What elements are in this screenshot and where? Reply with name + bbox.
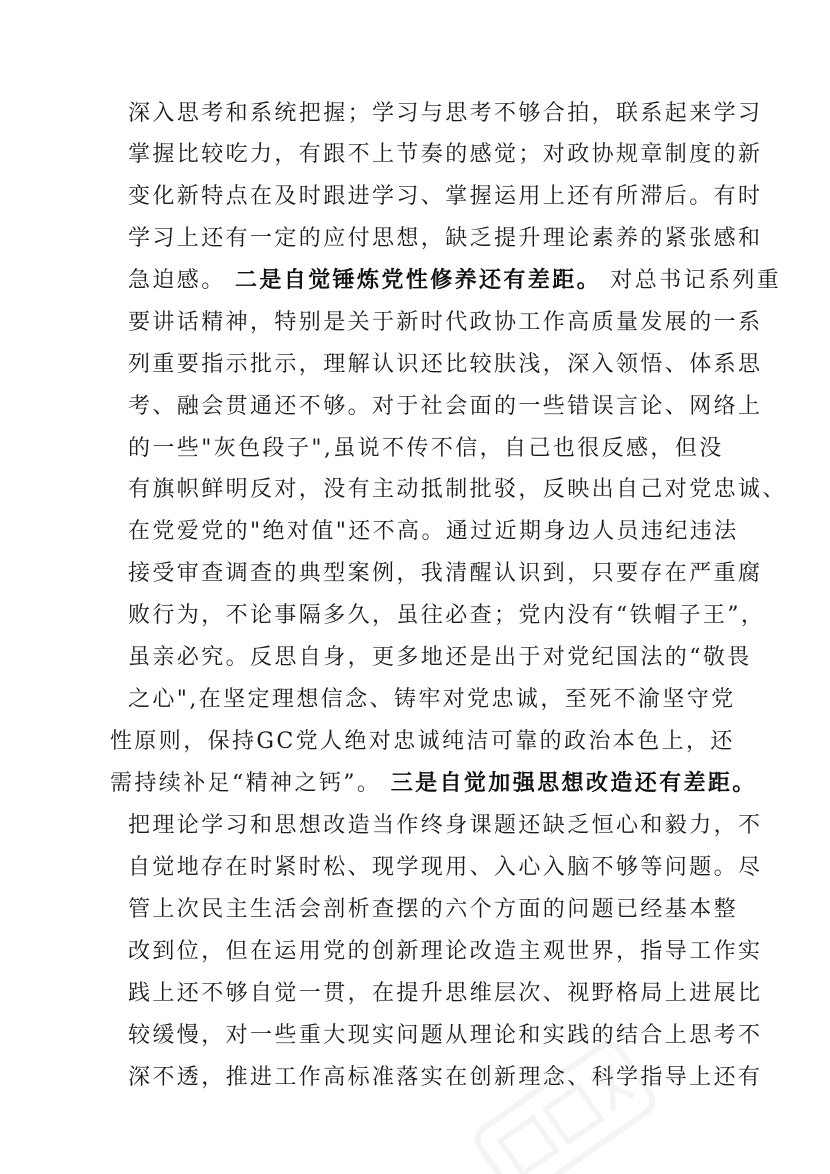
body-text: 虽亲必究。反思自身，更多地还是出于对党纪国法的“敬畏 [128,645,752,670]
text-line [128,806,762,846]
text-line [110,764,757,804]
body-text: 的一些"灰色段子",虽说不传不信，自己也很反感，但没 [128,436,724,461]
text-line [128,429,724,469]
text-line [128,680,736,720]
text-line [128,890,738,930]
bold-heading-text: 二是自觉锤炼党性修养还有差距。 [235,268,602,293]
body-text: 需持续补足“精神之钙”。 [110,771,391,796]
text-line [128,345,762,385]
text-line [128,387,762,427]
body-text: 急迫感。 [128,268,235,293]
body-text: 自觉地存在时紧时松、现学现用、入心入脑不够等问题。尽 [128,855,763,880]
body-text: 有旗帜鲜明反对，没有主动抵制批驳，反映出自己对党忠诚、 [128,477,787,502]
body-text: 深入思考和系统把握；学习与思考不够合拍，联系起来学习 [128,101,763,126]
body-text: 接受审查调查的典型案例，我清醒认识到，只要存在严重腐 [128,561,763,586]
text-line [128,848,762,888]
body-text: 性原则，保持GC党人绝对忠诚纯洁可靠的政治本色上，还 [110,729,735,754]
body-text: 深不透，推进工作高标准落实在创新理念、科学指导上还有 [128,1065,763,1090]
body-text: 败行为，不论事隔多久，虽往必查；党内没有“铁帽子王”， [128,603,766,628]
body-text: 把理论学习和思想改造当作终身课题还缺乏恒心和毅力，不 [128,813,763,838]
text-line [128,554,762,594]
text-line [128,1016,762,1056]
text-line [128,135,762,175]
text-line [128,261,781,301]
text-line [128,932,762,972]
text-line [128,974,762,1014]
body-text: 考、融会贯通还不够。对于社会面的一些错误言论、网络上 [128,394,763,419]
text-line [128,303,762,343]
body-text: 之心",在坚定理想信念、铸牢对党忠诚，至死不渝坚守党 [128,687,736,712]
text-line [128,1058,762,1098]
text-line [128,470,787,510]
body-text: 掌握比较吃力，有跟不上节奏的感觉；对政协规章制度的新 [128,142,763,167]
body-text: 践上还不够自觉一贯，在提升思维层次、视野格局上进展比 [128,981,763,1006]
body-text: 要讲话精神，特别是关于新时代政协工作高质量发展的一系 [128,310,763,335]
body-text: 列重要指示批示，理解认识还比较肤浅，深入领悟、体系思 [128,352,763,377]
body-text: 改到位，但在运用党的创新理论改造主观世界，指导工作实 [128,939,763,964]
body-text: 较缓慢，对一些重大现实问题从理论和实践的结合上思考不 [128,1023,763,1048]
body-text: 在党爱党的"绝对值"还不高。通过近期身边人员违纪违法 [128,519,739,544]
text-line [128,596,765,636]
text-line [110,722,735,762]
body-text: 对总书记系列重 [601,268,782,293]
text-line [128,512,739,552]
text-line [128,177,762,217]
body-text: 学习上还有一定的应付思想，缺乏提升理论素养的紧张感和 [128,226,763,251]
text-line [128,219,762,259]
body-text: 管上次民主生活会剖析查摆的六个方面的问题已经基本整 [128,897,739,922]
bold-heading-text: 三是自觉加强思想改造还有差距。 [390,771,757,796]
text-line [128,94,762,134]
body-text: 变化新特点在及时跟进学习、掌握运用上还有所滞后。有时 [128,184,763,209]
text-line [128,638,752,678]
